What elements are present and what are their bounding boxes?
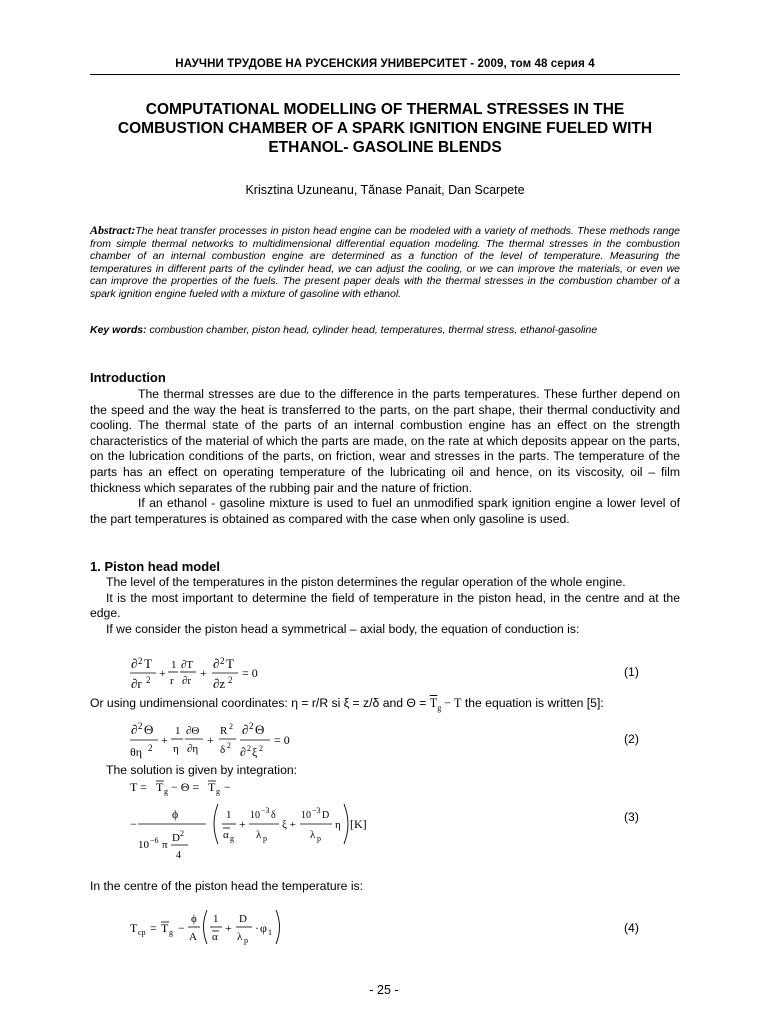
svg-text:4: 4 [176,850,181,861]
svg-text:g: g [169,928,173,937]
svg-text:R: R [220,725,228,737]
svg-text:2: 2 [180,829,184,838]
equation-3-number: (3) [624,810,639,824]
svg-text:=: = [150,921,157,935]
svg-text:2: 2 [146,675,151,685]
svg-text:2: 2 [259,744,263,753]
keywords [90,324,680,337]
svg-text:α: α [212,931,218,943]
svg-text:θη: θη [130,745,143,759]
keywords-label: Key words: [90,324,147,336]
svg-text:∂: ∂ [131,656,138,671]
equation-3 [128,778,378,866]
title-line-2: COMBUSTION CHAMBER OF A SPARK IGNITION ENGINE FUELED WITH [117,120,653,137]
svg-text:1: 1 [171,659,177,671]
svg-text:10: 10 [250,810,260,821]
svg-text:ξ +: ξ + [282,819,296,831]
undimensional-text: Or using undimensional coordinates: η = r/R si ξ = z/δ and Θ = [90,696,427,710]
svg-text:2: 2 [138,656,143,666]
svg-text:+: + [200,666,207,680]
svg-text:1: 1 [226,809,232,821]
svg-text:+: + [161,733,168,747]
tg-minus-t-expression: $\overline{T}_g - T$ [429,696,462,713]
svg-text:2: 2 [228,675,233,685]
svg-text:T: T [208,780,216,794]
svg-text:p: p [263,834,267,843]
svg-text:1: 1 [175,725,181,737]
section-1-body [90,575,680,637]
svg-text:δ: δ [271,810,276,821]
svg-text:φ: φ [260,921,267,935]
svg-text:−: − [130,817,137,831]
svg-text:+: + [225,921,232,935]
svg-text:+: + [159,666,166,680]
svg-text:λ: λ [256,829,262,841]
solution-line: The solution is given by integration: [106,763,298,777]
svg-text:ξ: ξ [252,745,258,759]
svg-text:δ: δ [220,744,226,756]
svg-text:2: 2 [148,743,153,753]
abstract-text: The heat transfer processes in piston head engine can be modeled with a variety of methods. These methods range from simple thermal networks to multidimensional differential equation modeling. The thermal stresses in the combustion chamber of an internal combustion engine are determined as a function of the level of temperature. Measuring the temperatures in different parts of the cylinder head, we can adjust the cooling, or we can improve the materials, or even we can improve the properties of the fuels. The present paper deals with the thermal stresses in the combustion chamber of a spark ignition engine fueled with a mixture of gasoline with ethanol. [90,225,680,300]
svg-text:∂: ∂ [131,722,138,737]
svg-text:T =: T = [130,780,147,794]
equation-1-number: (1) [624,665,639,679]
svg-text:∂: ∂ [242,722,249,737]
svg-text:ϕ: ϕ [191,913,197,925]
svg-text:2: 2 [229,722,233,731]
svg-text:α: α [223,829,229,841]
svg-text:η: η [335,819,341,831]
svg-text:η: η [173,743,179,755]
equation-2-number: (2) [624,732,639,746]
svg-text:p: p [244,936,248,945]
header-rule [90,74,680,75]
svg-text:∂r: ∂r [131,676,142,691]
svg-text:ϕ: ϕ [172,807,179,821]
equation-4 [128,906,298,950]
svg-text:D: D [322,810,330,821]
svg-text:g: g [164,787,168,796]
svg-text:g: g [230,834,234,843]
equation-2 [128,716,303,762]
svg-text:−: − [178,921,185,935]
svg-text:T: T [226,656,234,671]
svg-text:−3: −3 [312,806,321,815]
svg-text:Θ: Θ [144,722,154,737]
section-1-paragraph-1: The level of the temperatures in the piston determines the regular operation of the whole engine. [106,575,626,589]
svg-text:cp: cp [138,928,146,937]
svg-text:−: − [224,780,231,794]
centre-line: In the centre of the piston head the temperature is: [90,879,364,893]
svg-text:T: T [144,656,152,671]
intro-paragraph-2: If an ethanol - gasoline mixture is used to fuel an unmodified spark ignition engine a lower level of the part temperatures is obtained as compared with the case when only gasoline is used. [90,496,680,526]
equation-1 [128,650,278,694]
svg-text:2: 2 [249,721,254,731]
svg-text:∂z: ∂z [213,676,226,691]
svg-text:∂: ∂ [240,745,246,759]
svg-text:π: π [162,839,168,851]
svg-text:+: + [239,817,246,831]
abstract-label: Abstract: [90,223,136,237]
svg-text:∂T: ∂T [181,659,194,671]
svg-text:1: 1 [268,928,272,937]
svg-text:2: 2 [227,741,231,750]
svg-text:Θ: Θ [255,722,265,737]
svg-text:2: 2 [220,656,225,666]
svg-text:T: T [130,921,138,935]
svg-text:r: r [170,675,174,687]
svg-text:+: + [207,733,214,747]
svg-text:g: g [216,787,220,796]
svg-text:2: 2 [138,721,143,731]
intro-paragraph-1: The thermal stresses are due to the difference in the parts temperatures. These further depend on the speed and the way the heat is transferred to the parts, on the part shape, their thermal conductivity and cooling. The thermal state of the parts of an internal combustion engine has an effect on the strength characteristics of the material of which the parts are made, on the rate at which deposits appear on the parts, on the lubrication conditions of the parts, on friction, wear and stresses in the parts. The temperature of the parts has an effect on operating temperature of the lubricating oil and hence, on its viscosity, oil – film thickness which separates of the rubbing pair and the nature of friction. [90,387,680,495]
svg-text:D: D [172,832,180,844]
svg-text:− Θ =: − Θ = [171,780,200,794]
abstract [90,224,680,301]
authors: Krisztina Uzuneanu, Tănase Panait, Dan Scarpete [245,183,525,197]
undimensional-tail: the equation is written [5]: [464,696,604,710]
introduction-body [90,387,680,527]
paper-title [90,100,680,157]
section-1-paragraph-2: It is the most important to determine the field of temperature in the piston head, in the centre and at the edge. [90,590,680,621]
svg-text:−3: −3 [261,806,270,815]
svg-text:10: 10 [138,839,149,851]
running-head: НАУЧНИ ТРУДОВЕ НА РУСЕНСКИЯ УНИВЕРСИТЕТ - 2009, том 48 серия 4 [175,58,595,70]
svg-text:10: 10 [301,810,311,821]
svg-text:1: 1 [213,913,219,925]
svg-text:∂Θ: ∂Θ [186,725,200,737]
svg-text:−6: −6 [150,836,159,845]
svg-text:D: D [239,913,247,925]
introduction-heading: Introduction [90,370,166,385]
svg-text:∂η: ∂η [187,743,199,755]
svg-text:∂: ∂ [213,656,220,671]
svg-text:= 0: = 0 [242,666,258,680]
svg-text:T: T [156,780,164,794]
svg-text:λ: λ [310,829,316,841]
svg-text:·: · [255,921,259,935]
section-1-heading: 1. Piston head model [90,559,221,574]
svg-text:A: A [189,931,197,943]
section-1-paragraph-3: If we consider the piston head a symmetrical – axial body, the equation of conduction is: [106,621,580,636]
svg-text:= 0: = 0 [274,733,290,747]
title-line-1: COMPUTATIONAL MODELLING OF THERMAL STRESSES IN THE [145,101,625,118]
undimensional-line [90,696,604,712]
svg-text:∂r: ∂r [182,675,192,687]
equation-4-number: (4) [624,921,639,935]
title-line-3: ETHANOL- GASOLINE BLENDS [268,139,502,156]
keywords-text: combustion chamber, piston head, cylinder head, temperatures, thermal stress, ethanol-gasoline [146,324,598,336]
svg-text:2: 2 [247,744,251,753]
svg-text:[K]: [K] [350,817,367,831]
svg-text:T: T [161,921,169,935]
svg-text:λ: λ [237,931,243,943]
page-number: - 25 - [369,983,399,997]
svg-text:p: p [317,834,321,843]
